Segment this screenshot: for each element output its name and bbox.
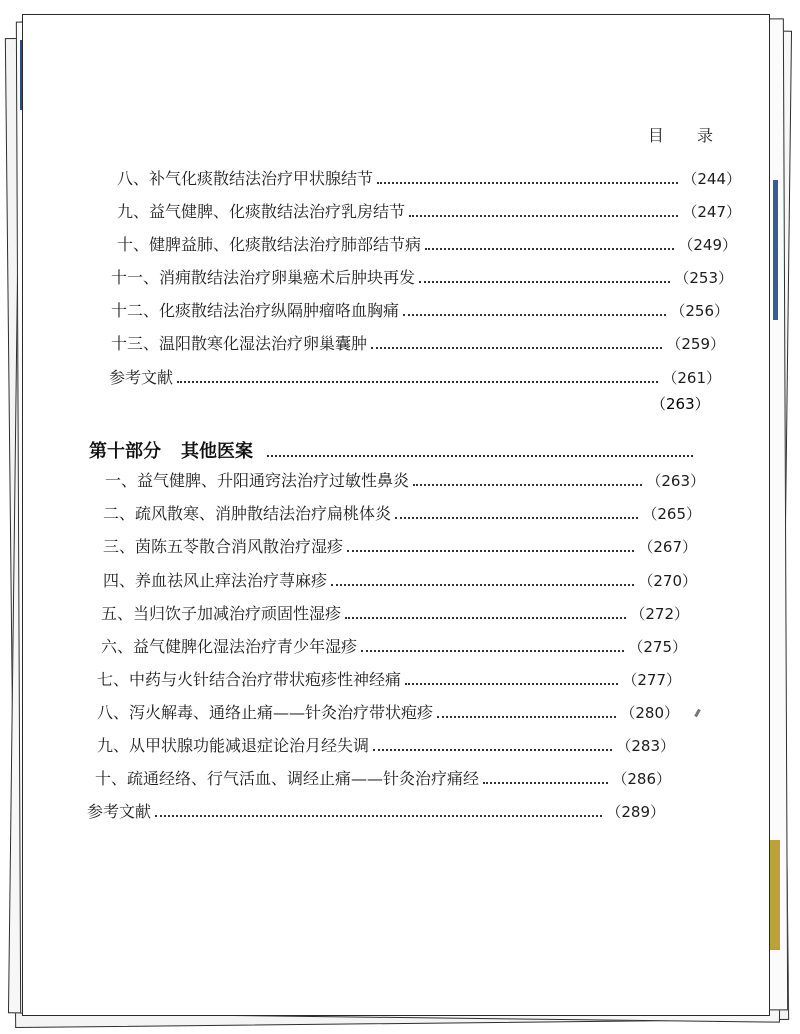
toc-entry[interactable] [117,198,741,222]
toc-entry[interactable] [97,666,681,690]
toc-entry[interactable] [101,600,689,624]
toc-entry-page: （259） [666,335,725,353]
toc-entry-title: 九、从甲状腺功能减退症论治月经失调 [97,736,370,755]
toc-entry-page: （280） [620,704,679,722]
toc-entry[interactable] [109,364,721,388]
toc-entry-title: 三、茵陈五苓散合消风散治疗湿疹 [103,537,344,556]
toc-entry-title: 参考文献 [87,802,152,821]
toc-entry[interactable] [97,699,679,723]
toc-entry-title: 二、疏风散寒、消肿散结法治疗扁桃体炎 [103,504,392,523]
toc-page [22,14,770,1016]
toc-entry-title: 十一、消痈散结法治疗卵巢癌术后肿块再发 [111,268,416,287]
toc-entry[interactable] [95,765,671,789]
toc-entry[interactable] [117,231,737,255]
leader-dots [413,484,642,486]
toc-entry-title: 六、益气健脾化湿法治疗青少年湿疹 [101,637,358,656]
part-number: 第十部分 [89,441,161,462]
toc-entry-title: 参考文献 [109,368,174,387]
toc-entry-page: （270） [638,572,697,590]
toc-entry-title: 四、养血祛风止痒法治疗荨麻疹 [103,571,328,590]
toc-entry-page: （286） [612,770,671,788]
toc-entry-page: （283） [616,737,675,755]
leader-dots [177,381,658,383]
leader-dots [395,517,638,519]
toc-entry[interactable] [111,330,725,354]
toc-entry[interactable] [105,467,705,491]
toc-entry-page: （256） [670,302,729,320]
toc-entry-page: （247） [682,203,741,221]
leader-dots [377,182,678,184]
toc-entry-title: 一、益气健脾、升阳通窍法治疗过敏性鼻炎 [105,471,410,490]
toc-entry-title: 七、中药与火针结合治疗带状疱疹性神经痛 [97,670,402,689]
toc-entry-page: （267） [638,538,697,556]
toc-entry-title: 八、泻火解毒、通络止痛——针灸治疗带状疱疹 [97,703,434,722]
toc-entry-page: （272） [630,605,689,623]
part-ten-heading [89,437,699,463]
toc-entry[interactable] [103,567,697,591]
leader-dots [403,314,666,316]
toc-entry-page: （261） [662,369,721,387]
toc-entry-page: （289） [606,803,665,821]
leader-dots [347,550,634,552]
toc-entry-page: （277） [622,671,681,689]
leader-dots [437,716,616,718]
toc-entry[interactable] [87,798,665,822]
leader-dots [425,248,674,250]
leader-dots [405,683,618,685]
toc-entry-page: （249） [678,236,737,254]
toc-entry-page: （253） [674,269,733,287]
leader-dots [331,584,634,586]
toc-entry-page: （263） [646,472,705,490]
toc-entry-title: 十、健脾益肺、化痰散结法治疗肺部结节病 [117,235,422,254]
toc-entry[interactable] [103,533,697,557]
toc-entry[interactable] [97,732,675,756]
running-head: 目 录 [647,126,727,145]
toc-entry[interactable] [111,264,733,288]
toc-entry[interactable] [101,633,687,657]
toc-entry-page: （244） [682,170,741,188]
leader-dots [155,815,602,817]
toc-entry[interactable] [103,500,701,524]
toc-entry-title: 五、当归饮子加减治疗顽固性湿疹 [101,604,342,623]
leader-dots [483,782,608,784]
part-title: 其他医案 [181,441,253,462]
leader-dots [419,281,670,283]
leader-dots [373,749,612,751]
paper-mark [694,709,701,717]
part-ten-page: （263） [651,395,710,413]
toc-entry-title: 十、疏通经络、行气活血、调经止痛——针灸治疗痛经 [95,769,480,788]
toc-entry[interactable] [111,297,729,321]
leader-dots [409,215,678,217]
leader-dots [371,347,662,349]
toc-entry-page: （275） [628,638,687,656]
toc-entry-title: 十三、温阳散寒化湿法治疗卵巢囊肿 [111,334,368,353]
toc-entry-title: 十二、化痰散结法治疗纵隔肿瘤咯血胸痛 [111,301,400,320]
toc-entry-title: 八、补气化痰散结法治疗甲状腺结节 [117,169,374,188]
toc-entry-page: （265） [642,505,701,523]
leader-dots [267,455,693,457]
leader-dots [345,617,626,619]
toc-entry-title: 九、益气健脾、化痰散结法治疗乳房结节 [117,202,406,221]
book-edge-stripe [773,180,778,320]
book-edge-stripe [770,840,780,950]
toc-entry[interactable] [117,165,741,189]
leader-dots [361,650,624,652]
